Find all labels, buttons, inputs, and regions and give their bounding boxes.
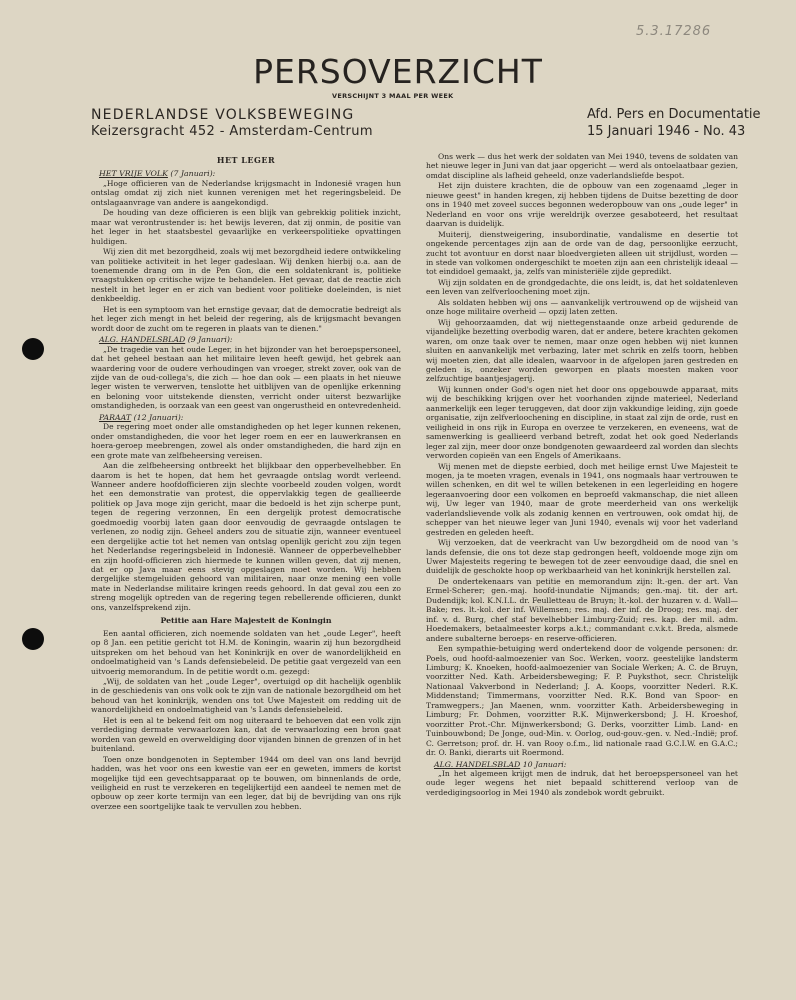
organization-address: Keizersgracht 452 - Amsterdam-Centrum xyxy=(91,124,373,139)
source-date: (12 Januari): xyxy=(133,412,184,422)
source-date: (9 Januari): xyxy=(187,335,233,345)
paragraph: Wij zien dit met bezorgdheid, zoals wij met bezorgdheid iedere ontwikkeling van politieke activiteit in het leger gadeslaan. Wij denken hierbij o.a. aan de toenemende drang om in de Pen Gon, die een soldatenkrant is, politieke vraagstukken op critische wijze te behandelen. Het gevaar, dat de reactie zich nestelt in het leger en er zich van bedient voor politieke doeleinden, is niet denkbeeldig. xyxy=(91,247,401,304)
paragraph: Wij menen met de diepste eerbied, doch met heilige ernst Uwe Majesteit te mogen, ja te moeten vragen, evenals in 1941, ons nogmaals haar vertrouwen te willen schenken, en dit wel te willen betekenen in een legerleiding en hogere legeraanvoering door een volkomen en beproefd vakmanschap, die niet alleen wij, Uw leger van 1940, maar de grote meerderheid van ons werkelijk vaderlandslievende volk als zodanig kennen en vertrouwen, ook omdat hij, de schepper van het nieuwe leger van Juni 1940, evenals wij voor het vaderland gestreden en geleden heeft. xyxy=(426,461,738,537)
source-date: 10 Januari: xyxy=(522,759,567,769)
source-heading xyxy=(99,169,401,178)
paragraph: Het is een al te bekend feit om nog uiteraard te behoeven dat een volk zijn verdediging dermate verwaarlozen kan, dat de verwaarlozing een bron gaat worden van geweld en overweldiging door vijanden binnen de grenzen of in het buitenland. xyxy=(91,715,401,754)
paragraph: Toen onze bondgenoten in September 1944 om deel van ons land bevrijd hadden, was het voor ons een kwestie van eer en geweten, immers de kortst mogelijke tijd een gevechtsapparaat op te bouwen, om binnenlands de orde, veiligheid en rust te verzekeren en tegelijkertijd een aandeel te nemen met de opbouw op zeer korte termijn van een leger, dat bij de bevrijding van ons rijk overzee een soortgelijke taak te vervullen zou hebben. xyxy=(91,754,401,811)
paragraph: „In het algemeen krijgt men de indruk, dat het beroepspersoneel van het oude leger wegens het niet bepaald schitterend verloop van de verdedigingsoorlog in Mei 1940 als zondebok wordt gebruikt. xyxy=(426,769,738,797)
source-date: (7 Januari): xyxy=(170,169,216,179)
left-column xyxy=(91,152,401,992)
paragraph: De ondertekenaars van petitie en memorandum zijn: lt.-gen. der art. Van Ermel-Scherer; gen.-maj. hoofd-inundatie Nijmands; gen.-maj. tit. der art. Dudendijk; kol. K.N.I.L. dr. Feulletteau de Bruyn; lt.-kol. der huzaren v. d. Wall—Bake; res. lt.-kol. der inf. Willemsen; res. maj. der inf. de Droog; res. maj. der inf. v. d. Burg, chef staf bevelhebber Limburg-Zuid; res. kap. der mil. adm. Hoedemakers, betaalmeester korps a.k.t.; commandant c.v.k.t. Breda, alsmede andere subalterne beroeps- en reserve-officieren. xyxy=(426,576,738,643)
masthead-title: PERSOVERZICHT xyxy=(253,52,543,91)
paragraph: De regering moet onder alle omstandigheden op het leger kunnen rekenen, onder omstandigheden, die voor het leger roem en eer en lauwerkransen en hoera-geroep meebrengen, zowel als onder omstandigheden, die hard zijn en een grote mate van zelfbeheersing vereisen. xyxy=(91,422,401,460)
paragraph: Aan die zelfbeheersing ontbreekt het blijkbaar den opperbevelhebber. En daarom is het te hopen, dat hem het gevraagde ontslag wordt verleend. Wanneer andere hoofdofficieren zijn slechte voorbeeld zouden volgen, wordt het een demonstratie van protest, die oppervlakkig tegen de geallieerde politiek op Java moge zijn gericht, maar die bedoeld is het zijn scherpe punt, tegen de regering verzonnen, En een dergelijk protest democratische goedmoedig voorbij laten gaan door eenvoudig de gevraagde ontslagen te verlenen, zo nodig zijn. Geheel anders zou de situatie zijn, wanneer eventueel een dergelijke actie tot het nemen van ontslag openlijk gericht zou zijn tegen het Nederlandse regeringsbeleid in Indonesië. Wanneer de opperbevelhebber en zijn hoofd-officieren zich hiermede te kunnen willen geven, dat zij menen, dat er op Java maar eens stevig opgeslagen moet worden. Wij hebben dergelijke stemgeluiden gehoord van militairen, naar onze mening een volle mate in Nederlandse militaire kringen reeds gehoord. In dat geval zou een zo streng mogelijk optreden van de regering tegen rebellerende officieren, dunkt ons, vanzelfsprekend zijn. xyxy=(91,461,401,612)
paragraph: De houding van deze officieren is een blijk van gebrekkig politiek inzicht, maar wat verontrustender is: het bewijs leveren, dat zij onmin, de positie van het leger in het staatsbestel gevaarlijke en verkeerspolitieke opvattingen huldigen. xyxy=(91,208,401,246)
organization-name: NEDERLANDSE VOLKSBEWEGING xyxy=(91,107,355,123)
paragraph: „Wij, de soldaten van het „oude Leger", overtuigd op dit hachelijk ogenblik in de geschiedenis van ons volk ook te zijn van de nationale bezorgdheid om het behoud van het koninkrijk, wenden ons tot Uwe Majesteit om redding uit de wanordelijkheid en ondoelmatigheid van 's Lands defensiebeleid. xyxy=(91,677,401,715)
paragraph: Wij zijn soldaten en de grondgedachte, die ons leidt, is, dat het soldatenleven een leven van zelfverloochening moet zijn. xyxy=(426,277,738,297)
paragraph: Ons werk — dus het werk der soldaten van Mei 1940, tevens de soldaten van het nieuwe leger in Juni van dat jaar opgericht — werd als ontoelaatbaar gezien, omdat discipline als lafheid geheeld, onze vaderlandsliefde bespot. xyxy=(426,152,738,180)
punch-hole xyxy=(22,338,44,360)
paragraph: „De tragedie van het oude Leger, in het bijzonder van het beroepspersoneel, dat het geheel bestaan aan het militaire leven heeft gewijd, het gebrek aan waardering voor de oudere verhoudingen van vroeger, strekt zover, ook van de zijde van de oud-collega's, die zich — hoe dan ook — een plaats in het nieuwe leger wisten te verwerven, tenslotte het uitblijven van de openlijke erkenning en beloning voor uitstekende diensten, verricht onder uiterst bezwarlijke omstandigheden, is oorzaak van een geest van ongerustheid en ontevredenheid. xyxy=(91,344,401,411)
punch-hole xyxy=(22,628,44,650)
subsection-title: Petitie aan Hare Majesteit de Koningin xyxy=(160,616,332,626)
paragraph: Wij gehoorzaamden, dat wij niettegenstaande onze arbeid gedurende de vijandelijke bezetting overbodig waren, dat er andere, betere krachten gekomen waren, om onze taak over te nemen, maar onze ogen hebben wij niet kunnen sluiten en aanvankelijk met verbazing, later met schrik en zelfs toorn, hebben wij moeten zien, dat alle idealen, waarvoor in de afgelopen jaren gestreden en geleden is, onzeker worden geworpen en plaats moesten maken voor zelfzuchtige baantjesjagerij. xyxy=(426,317,738,384)
paragraph: Wij verzoeken, dat de veerkracht van Uw bezorgdheid om de nood van 's lands defensie, die ons tot deze stap gedrongen heeft, voldoende moge zijn om Uwer Majesteits regering te bewegen tot de zeer eenvoudige daad, die snel en duidelijk de geschokte hoop op werkbaarheid van het koninkrijk herstellen zal. xyxy=(426,538,738,576)
paragraph: Muiterij, dienstweigering, insubordinatie, vandalisme en desertie tot ongekende percentages zijn aan de orde van de dag, persoonlijke eerzucht, zucht tot avontuur en dorst naar bloedvergieten alleen uit strijdlust, worden — in stede van volkomen ondergeschikt te moeten zijn aan een christelijk ideaal — tot eindidoel gemaakt, ja, zelfs van ministeriële zijde gepredikt. xyxy=(426,229,738,277)
paragraph: Het zijn duistere krachten, die de opbouw van een zogenaamd „leger in nieuwe geest" in handen kregen, zij hebben tijdens de Duitse bezetting de door ons in 1940 met zoveel succes begonnen wederopbouw van ons „oude leger" in Nederland en voor ons vrije wereldrijk overzee gesaboteerd, het resultaat daarvan is duidelijk. xyxy=(426,181,738,229)
source-name: ALG. HANDELSBLAD xyxy=(99,335,186,345)
masthead-subtitle: VERSCHIJNT 3 MAAL PER WEEK xyxy=(332,92,454,100)
source-name: ALG. HANDELSBLAD xyxy=(434,759,521,769)
source-name: PARAAT xyxy=(99,412,132,422)
department-name: Afd. Pers en Documentatie xyxy=(587,107,761,122)
paragraph: Het is een symptoom van het ernstige gevaar, dat de democratie bedreigt als het leger zich mengt in het beleid der regering, als de krijgsmacht bevangen wordt door de zucht om te regeren in plaats van te dienen." xyxy=(91,304,401,333)
source-heading xyxy=(99,335,401,344)
archive-stamp: 5.3.17286 xyxy=(636,24,712,39)
paragraph: „Hoge officieren van de Nederlandse krijgsmacht in Indonesië vragen hun ontslag omdat zij zich niet kunnen verenigen met het regeringsbeleid. De ontslagaanvrage van andere is aangekondigd. xyxy=(91,178,401,207)
issue-date-number: 15 Januari 1946 - No. 43 xyxy=(587,124,746,139)
source-heading xyxy=(434,760,738,769)
section-title: HET LEGER xyxy=(216,155,276,165)
paragraph: Een sympathie-betuiging werd ondertekend door de volgende personen: dr. Poels, oud hoofd-aalmoezenier van Soc. Werken, voorz. geestelijke landsterm Limburg; K. Knoeken, hoofd-aalmoezenier van Sociale Werken; A. C. de Bruyn, voorzitter Ned. Kath. Arbeidersbeweging; F. P. Puyksthot, secr. Christelijk Nationaal Vakverbond in Nederland; J. A. Koops, voorzitter Nederl. R.K. Middenstand; Timmermans, voorzitter Ned. R.K. Bond van Spoor- en Tramwegpers.; Jan Maenen, wnm. voorzitter Kath. Arbeidersbeweging in Limburg; Fr. Dohmen, voorzitter R.K. Mijnwerkersbond; J. H. Kroeshof, voorzitter Prot.-Chr. Mijnwerkersbond; G. Derks, voorzitter Limb. Land- en Tuinbouwbond; De Jonge, oud-Min. v. Oorlog, oud-gouv.-gen. v. Ned.-Indië; prof. C. Gerretson; prof. dr. H. van Rooy o.f.m., lid nationale raad G.C.I.W. en G.A.C.; dr. O. Banki, dierarts uit Roermond. xyxy=(426,644,738,758)
paragraph: Een aantal officieren, zich noemende soldaten van het „oude Leger", heeft op 8 Jan. een petitie gericht tot H.M. de Koningin, waarin zij hun bezorgdheid uitspreken om het behoud van het Koninkrijk en over de wanordelijkheid en ondoelmatigheid van 's Lands defensiebeleid. De petitie gaat vergezeld van een uitvoerig memorandum. In de petitie wordt o.m. gezegd: xyxy=(91,628,401,676)
right-column xyxy=(426,152,738,992)
source-heading xyxy=(99,413,401,422)
paragraph: Wij kunnen onder God's ogen niet het door ons opgebouwde apparaat, mits wij de beschikking krijgen over het voorhanden zijnde materieel, Nederland aanmerkelijk een leger teruggeven, dat door zijn vakkundige leiding, zijn goede organisatie, zijn zelfverloochening en discipline, in staat zal zijn de orde, rust en veiligheid in ons rijk in Europa en overzee te verzekeren, en eveneens, wat de samenwerking is geallieerd verband betreft, zodat het ook goed Nederlands leger zal zijn, meer door onze bondgenoten gewaardeerd zal worden dan slechts verworden copieën van een Engels of Amerikaans. xyxy=(426,384,738,461)
source-name: HET VRIJE VOLK xyxy=(99,169,168,179)
paragraph: Als soldaten hebben wij ons — aanvankelijk vertrouwend op de wijsheid van onze hoge militaire overheid — opzij laten zetten. xyxy=(426,297,738,317)
